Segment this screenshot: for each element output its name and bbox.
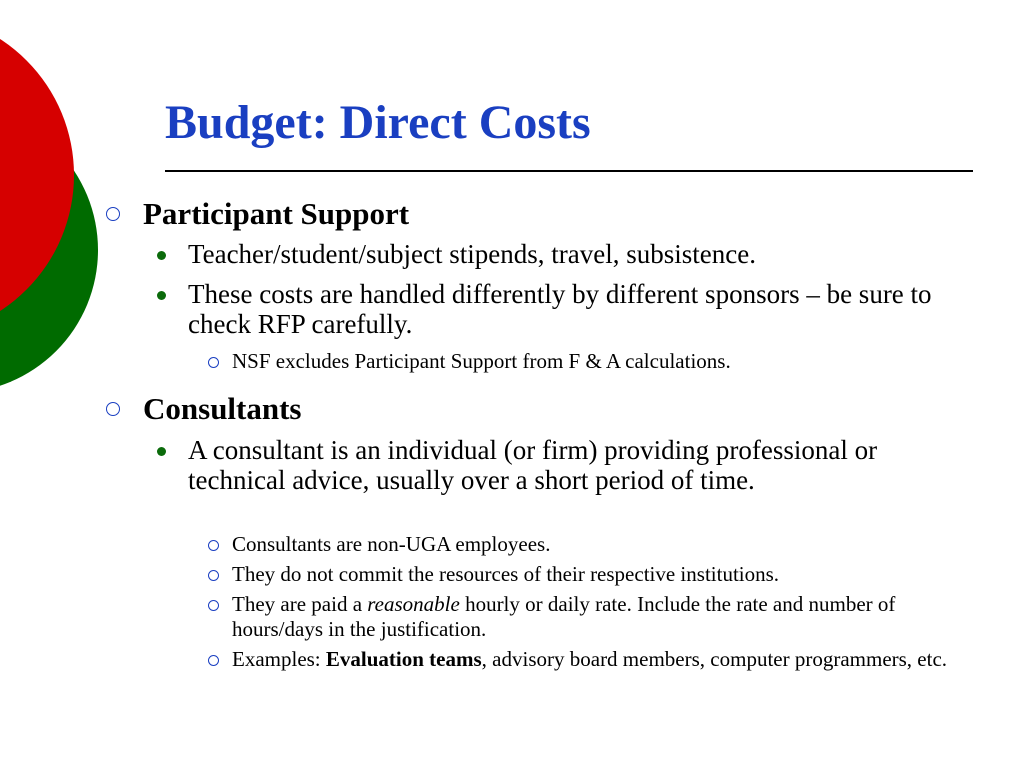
sub-bullet-text: Examples: — [232, 647, 326, 671]
slide-title: Budget: Direct Costs — [165, 96, 591, 149]
emphasis-evaluation-teams: Evaluation teams — [325, 647, 482, 671]
emphasis-reasonable: reasonable — [367, 592, 460, 616]
hollow-circle-bullet-icon — [208, 570, 219, 581]
filled-dot-bullet-icon — [157, 291, 166, 300]
hollow-circle-bullet-icon — [106, 402, 120, 416]
sub-bullet-text: They are paid a — [232, 592, 368, 616]
filled-dot-bullet-icon — [157, 251, 166, 260]
hollow-circle-bullet-icon — [208, 540, 219, 551]
sub-bullet-item — [232, 532, 977, 557]
sub-bullet-item — [232, 592, 977, 642]
sub-bullet-item — [232, 562, 977, 587]
section-heading-text: Participant Support — [143, 196, 410, 231]
bullet-item — [188, 279, 978, 339]
bullet-text: A consultant is an individual (or firm) providing professional or technical advice, usually over a short period of time. — [188, 435, 878, 495]
decorative-circles — [0, 0, 110, 420]
hollow-circle-bullet-icon — [106, 207, 120, 221]
hollow-circle-bullet-icon — [208, 655, 219, 666]
sub-bullet-text: , advisory board members, computer programmers, etc. — [481, 647, 948, 671]
hollow-circle-bullet-icon — [208, 357, 219, 368]
section-heading-participant-support — [143, 197, 409, 231]
sub-bullet-text: NSF excludes Participant Support from F & A calculations. — [232, 349, 731, 373]
sub-bullet-item — [232, 647, 977, 672]
title-underline — [165, 170, 973, 172]
bullet-item — [188, 239, 978, 269]
sub-bullet-item — [232, 349, 977, 374]
sub-bullet-text: They do not commit the resources of their respective institutions. — [232, 562, 780, 586]
bullet-text: Teacher/student/subject stipends, travel, subsistence. — [188, 239, 756, 269]
section-heading-consultants — [143, 392, 302, 426]
section-heading-text: Consultants — [143, 391, 302, 426]
bullet-item — [188, 435, 978, 495]
bullet-text: These costs are handled differently by different sponsors – be sure to check RFP carefully. — [188, 279, 932, 339]
sub-bullet-text: Consultants are non-UGA employees. — [232, 532, 551, 556]
filled-dot-bullet-icon — [157, 447, 166, 456]
sub-bullet-text: hourly or daily rate. Include the rate and number of hours/days in the justification. — [232, 592, 896, 641]
hollow-circle-bullet-icon — [208, 600, 219, 611]
